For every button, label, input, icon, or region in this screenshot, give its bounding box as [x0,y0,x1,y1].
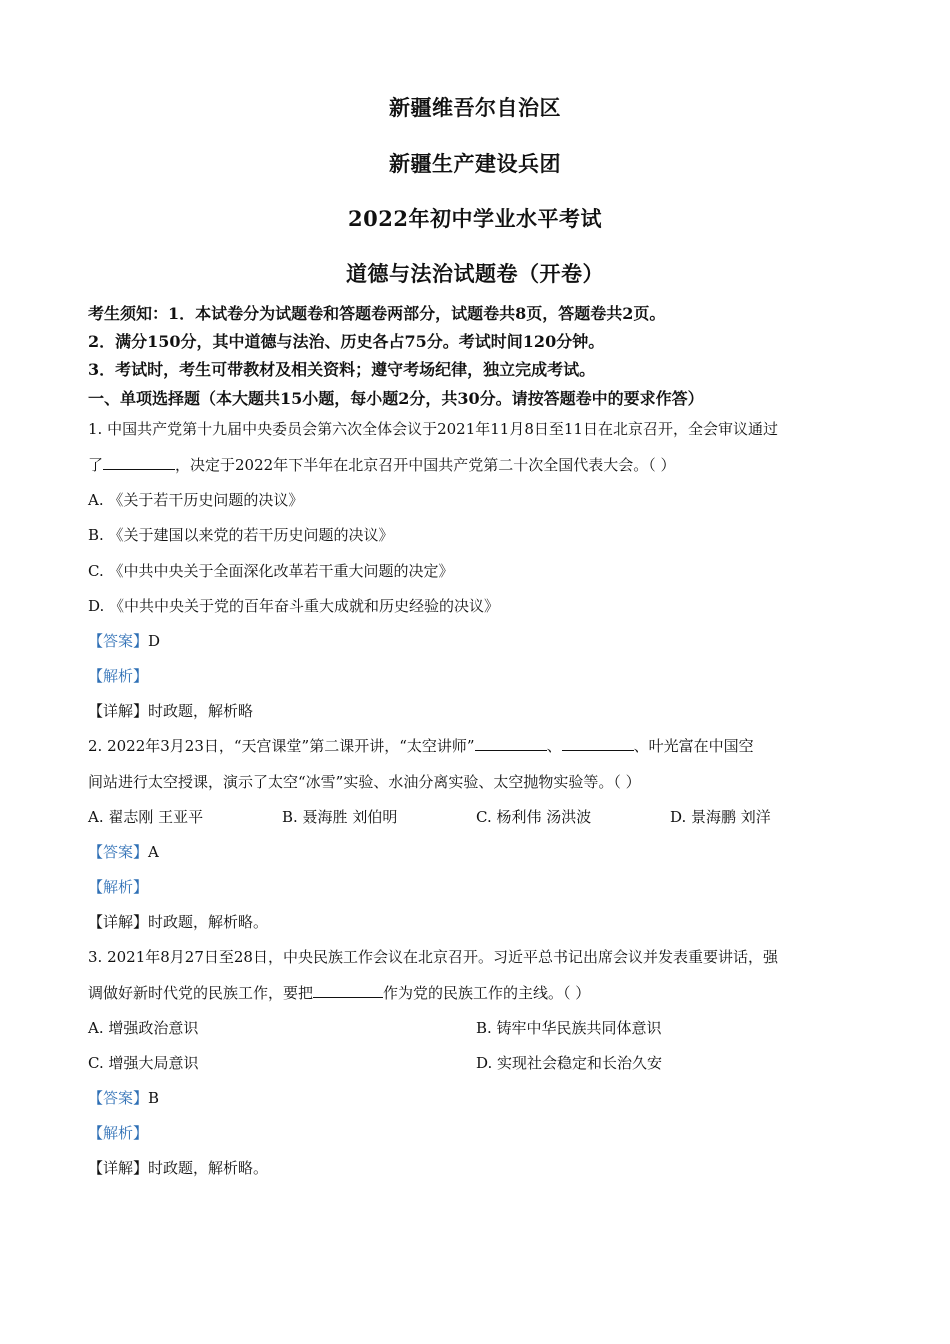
q2-option-a: A. 翟志刚 王亚平 [88,808,204,826]
q1-answer [88,630,160,651]
q2-blank-2 [562,736,634,751]
q1-option-d: D. 《中共中央关于党的百年奋斗重大成就和历史经验的决议》 [88,597,500,615]
q1-option-c: C. 《中共中央关于全面深化改革若干重大问题的决定》 [88,562,454,580]
q3-option-a: A. 增强政治意识 [88,1019,199,1037]
q1-detail: 【详解】时政题，解析略 [88,702,254,720]
answer-tag: 【答案】 [88,1089,149,1107]
q1-stem-text-before: 了 [88,456,104,474]
q3-stem-text-after: 作为党的民族工作的主线。（ ） [383,984,591,1002]
answer-value: A [148,843,159,861]
q2-option-b: B. 聂海胜 刘伯明 [282,808,398,826]
q3-stem-line-1: 3. 2021年8月27日至28日，中央民族工作会议在北京召开。习近平总书记出席会议并发表重要讲话，强 [88,948,778,966]
q3-stem-line-2 [88,982,590,1003]
q2-analysis-tag: 【解析】 [88,878,149,896]
q2-answer [88,841,159,862]
notice-line-2: 2．满分150分，其中道德与法治、历史各占75分。考试时间120分钟。 [88,332,605,351]
q2-option-c: C. 杨利伟 汤洪波 [476,808,592,826]
q1-stem-text-after: ，决定于2022年下半年在北京召开中国共产党第二十次全国代表大会。（ ） [175,456,676,474]
title-corps: 新疆生产建设兵团 [389,151,561,176]
q2-stem-text-mid: 、 [546,737,562,755]
q3-analysis-tag: 【解析】 [88,1124,149,1142]
answer-value: D [148,632,161,650]
answer-tag: 【答案】 [88,843,149,861]
q3-option-c: C. 增强大局意识 [88,1054,199,1072]
q1-analysis-tag: 【解析】 [88,667,149,685]
q2-stem-line-1 [88,735,754,756]
q3-stem-text-before: 调做好新时代党的民族工作，要把 [88,984,314,1002]
title-region: 新疆维吾尔自治区 [389,95,561,120]
q3-blank [313,983,383,998]
title-exam: 2022年初中学业水平考试 [348,206,602,231]
q3-option-b: B. 铸牢中华民族共同体意识 [476,1019,662,1037]
title-subject: 道德与法治试题卷（开卷） [346,261,604,286]
q2-stem-text-before: 2. 2022年3月23日，“天宫课堂”第二课开讲，“太空讲师” [88,737,475,755]
q2-stem-line-2: 间站进行太空授课，演示了太空“冰雪”实验、水油分离实验、太空抛物实验等。（ ） [88,773,641,791]
answer-tag: 【答案】 [88,632,149,650]
q3-option-d: D. 实现社会稳定和长治久安 [476,1054,663,1072]
q2-detail: 【详解】时政题，解析略。 [88,913,269,931]
q2-option-d: D. 景海鹏 刘洋 [670,808,771,826]
q2-stem-text-after: 、叶光富在中国空 [633,737,754,755]
q1-option-a: A. 《关于若干历史问题的决议》 [88,491,304,509]
q3-detail: 【详解】时政题，解析略。 [88,1159,269,1177]
notice-line-1: 考生须知：1．本试卷分为试题卷和答题卷两部分，试题卷共8页，答题卷共2页。 [88,304,666,323]
q2-blank-1 [475,736,547,751]
q3-answer [88,1087,159,1108]
answer-value: B [148,1089,160,1107]
q1-stem-line-2 [88,454,675,475]
section-heading: 一、单项选择题（本大题共15小题，每小题2分，共30分。请按答题卷中的要求作答） [88,389,704,408]
notice-line-3: 3．考试时，考生可带教材及相关资料；遵守考场纪律，独立完成考试。 [88,360,596,379]
q1-stem-line-1: 1. 中国共产党第十九届中央委员会第六次全体会议于2021年11月8日至11日在北京召开，全会审议通过 [88,420,778,438]
q1-option-b: B. 《关于建国以来党的若干历史问题的决议》 [88,526,394,544]
q1-blank [103,455,175,470]
